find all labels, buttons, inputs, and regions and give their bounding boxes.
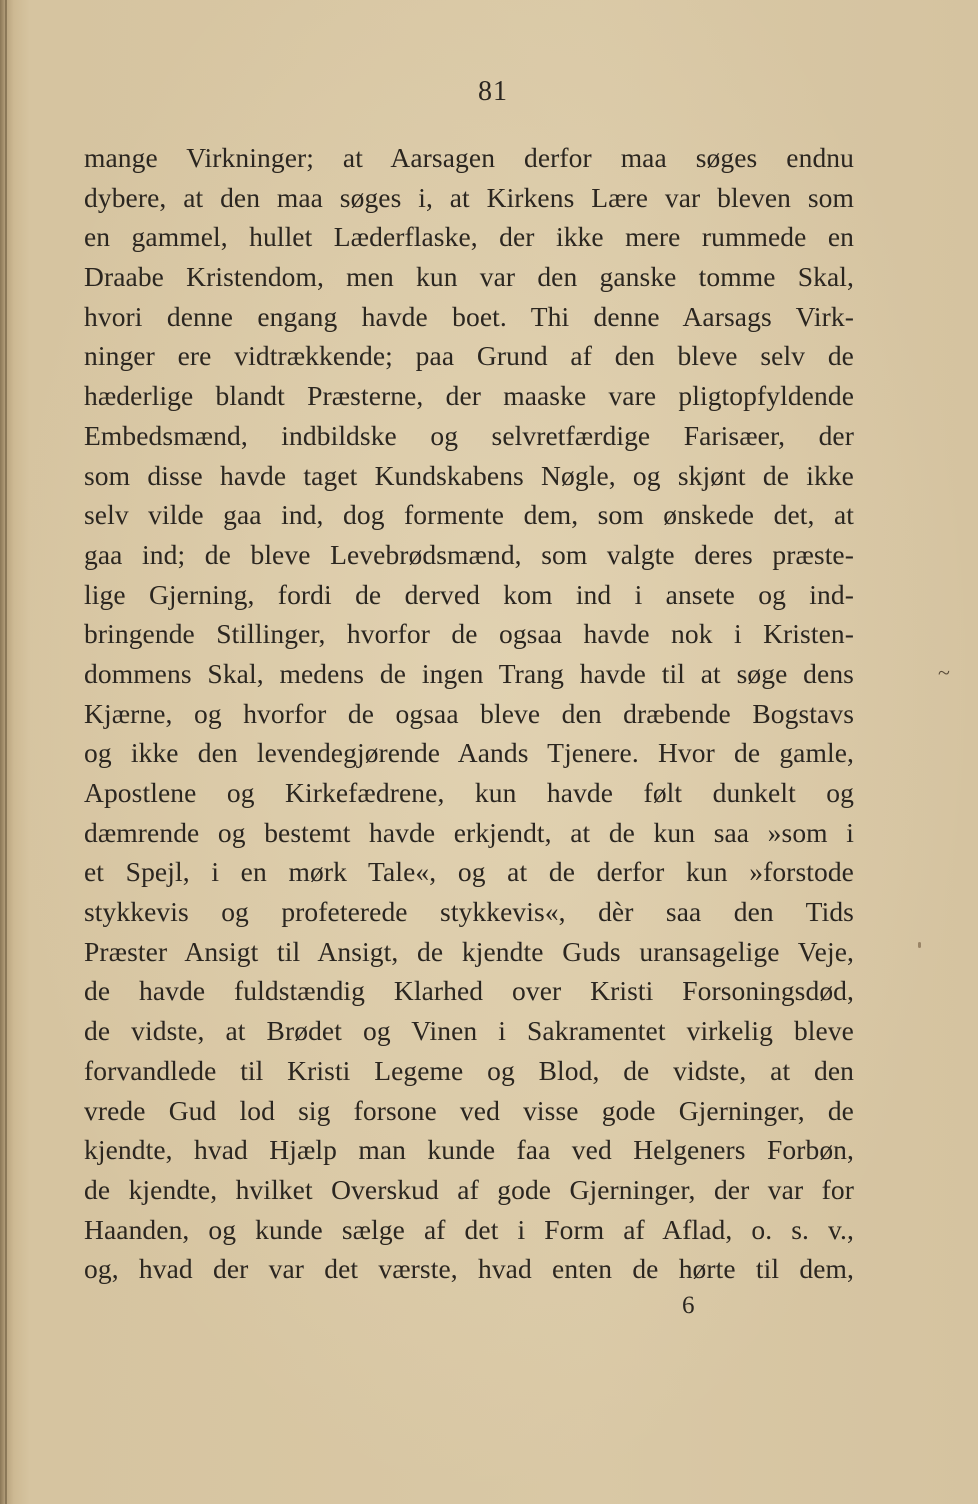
- text-line: Præster Ansigt til Ansigt, de kjendte Guds uransagelige Veje,: [84, 935, 854, 967]
- text-line: dæmrende og bestemt havde erkjendt, at de kun saa »som i: [84, 816, 854, 848]
- text-line: gaa ind; de bleve Levebrødsmænd, som valgte deres præste-: [84, 538, 854, 570]
- text-line: de havde fuldstændig Klarhed over Kristi Forsoningsdød,: [84, 975, 854, 1007]
- text-line: Apostlene og Kirkefædrene, kun havde følt dunkelt og: [84, 777, 854, 808]
- text-line: dybere, at den maa søges i, at Kirkens Lære var bleven som: [84, 181, 854, 213]
- body-text: [84, 138, 854, 1289]
- text-line: et Spejl, i en mørk Tale«, og at de derfor kun »forstode: [84, 856, 854, 888]
- text-line: hæderlige blandt Præsterne, der maaske vare pligtopfyldende: [84, 380, 854, 412]
- text-line: Haanden, og kunde sælge af det i Form af Aflad, o. s. v.,: [84, 1213, 854, 1245]
- text-line: lige Gjerning, fordi de derved kom ind i ansete og ind-: [84, 578, 854, 610]
- text-line: de vidste, at Brødet og Vinen i Sakramentet virkelig bleve: [84, 1015, 854, 1047]
- text-line: Kjærne, og hvorfor de ogsaa bleve den dræbende Bogstavs: [84, 697, 854, 729]
- text-line: og ikke den levendegjørende Aands Tjenere. Hvor de gamle,: [84, 737, 854, 769]
- text-line: en gammel, hullet Læderflaske, der ikke mere rummede en: [84, 221, 854, 253]
- page-number: 81: [478, 76, 508, 107]
- signature-mark: 6: [682, 1292, 695, 1319]
- text-line: kjendte, hvad Hjælp man kunde faa ved Helgeners Forbøn,: [84, 1134, 854, 1166]
- margin-mark: ~: [938, 660, 950, 685]
- paper-speck: [918, 942, 921, 948]
- text-line: som disse havde taget Kundskabens Nøgle, og skjønt de ikke: [84, 459, 854, 491]
- text-line: vrede Gud lod sig forsone ved visse gode Gjerninger, de: [84, 1094, 854, 1126]
- text-line: forvandlede til Kristi Legeme og Blod, de vidste, at den: [84, 1054, 854, 1086]
- page-edge-shadow: [5, 0, 7, 1504]
- text-line: Draabe Kristendom, men kun var den ganske tomme Skal,: [84, 261, 854, 293]
- text-line: og, hvad der var det værste, hvad enten de hørte til dem,: [84, 1253, 854, 1285]
- text-line: selv vilde gaa ind, dog formente dem, som ønskede det, at: [84, 499, 854, 531]
- text-line: stykkevis og profeterede stykkevis«, dèr saa den Tids: [84, 896, 854, 928]
- text-line: mange Virkninger; at Aarsagen derfor maa søges endnu: [84, 142, 854, 173]
- text-line: de kjendte, hvilket Overskud af gode Gjerninger, der var for: [84, 1173, 854, 1205]
- text-line: ninger ere vidtrækkende; paa Grund af den bleve selv de: [84, 340, 854, 372]
- text-line: dommens Skal, medens de ingen Trang havde til at søge dens: [84, 657, 854, 689]
- text-line: Embedsmænd, indbildske og selvretfærdige Farisæer, der: [84, 419, 854, 451]
- text-line: bringende Stillinger, hvorfor de ogsaa havde nok i Kristen-: [84, 618, 854, 650]
- text-line: hvori denne engang havde boet. Thi denne Aarsags Virk-: [84, 300, 854, 332]
